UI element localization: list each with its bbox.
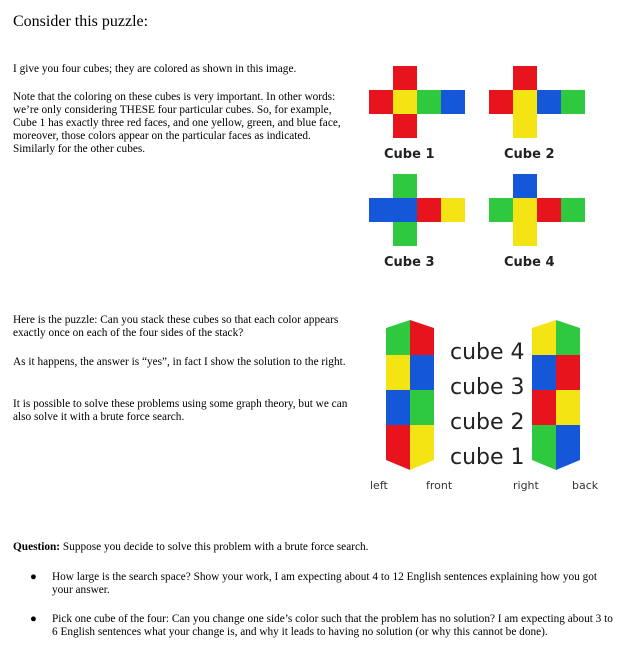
stack-left-face: [410, 355, 434, 390]
cube-3-face: [393, 198, 417, 222]
cube-4-label: Cube 4: [504, 255, 555, 270]
intro-paragraph-1: I give you four cubes; they are colored as shown in this image.: [13, 63, 297, 75]
side-label-back: back: [572, 479, 599, 492]
cube-2-face: [537, 90, 561, 114]
cube-1-face: [417, 90, 441, 114]
cube-1-face: [393, 114, 417, 138]
cube-1-label: Cube 1: [384, 147, 435, 162]
stack-left-face: [386, 355, 410, 390]
cube-4-face: [561, 198, 585, 222]
cube-2-label: Cube 2: [504, 147, 555, 162]
side-label-right: right: [513, 479, 539, 492]
stack-label-cube-3: cube 3: [450, 375, 525, 400]
cube-3-face: [393, 174, 417, 198]
side-label-left: left: [370, 479, 388, 492]
question-bullet-1: How large is the search space? Show your work, I am expecting about 4 to 12 English sentences explaining how you got your answer.: [52, 571, 598, 596]
cube-2-face: [489, 90, 513, 114]
cube-2-face: [513, 90, 537, 114]
stack-right-face: [532, 390, 556, 425]
stack-right-face: [556, 355, 580, 390]
puzzle-paragraph-2: As it happens, the answer is “yes”, in fact I show the solution to the right.: [13, 356, 346, 368]
page-heading: Consider this puzzle:: [13, 13, 149, 30]
stack-left-face: [386, 390, 410, 425]
stack-right-face: [532, 460, 556, 470]
question-text: Suppose you decide to solve this problem with a brute force search.: [60, 541, 369, 553]
stack-label-cube-1: cube 1: [450, 445, 525, 470]
cube-1-face: [369, 90, 393, 114]
question-label: Question:: [13, 541, 61, 553]
cube-4-face: [489, 198, 513, 222]
cube-4-face: [537, 198, 561, 222]
cube-4-face: [513, 174, 537, 198]
stack-left-face: [386, 460, 410, 470]
cube-1-face: [441, 90, 465, 114]
cube-3-face: [441, 198, 465, 222]
stack-left-face: [410, 460, 434, 470]
stack-left-face: [410, 425, 434, 460]
cube-3-face: [417, 198, 441, 222]
cube-1-face: [393, 66, 417, 90]
stack-right-face: [556, 460, 580, 470]
cube-4-face: [513, 198, 537, 222]
stack-right-face: [556, 425, 580, 460]
bullet-icon: ●: [30, 571, 37, 583]
stack-left-face: [410, 390, 434, 425]
stack-left-face: [410, 320, 434, 355]
cube-2-face: [513, 114, 537, 138]
stack-label-cube-2: cube 2: [450, 410, 525, 435]
puzzle-paragraph-1: Here is the puzzle: Can you stack these cubes so that each color appears exactly once on each of the four sides of the stack?: [13, 314, 339, 339]
cube-4-face: [513, 222, 537, 246]
stack-right-face: [556, 320, 580, 355]
question-bullet-2: Pick one cube of the four: Can you change one side’s color such that the problem has no solution? I am expecting about 3 to 6 English sentences what your change is, and why it leads to having no solution (or why this cannot be done).: [52, 613, 613, 638]
cube-3-face: [369, 198, 393, 222]
cube-nets-figure: [360, 60, 600, 280]
stack-right-face: [556, 390, 580, 425]
cube-3-label: Cube 3: [384, 255, 435, 270]
puzzle-paragraph-3: It is possible to solve these problems using some graph theory, but we can also solve it with a brute force search.: [13, 398, 348, 423]
stack-right-face: [532, 355, 556, 390]
cube-2-face: [561, 90, 585, 114]
question-paragraph: [13, 541, 613, 553]
stack-label-cube-4: cube 4: [450, 340, 525, 365]
stack-right-face: [532, 425, 556, 460]
side-label-front: front: [426, 479, 453, 492]
stack-left-face: [386, 425, 410, 460]
cube-1-face: [393, 90, 417, 114]
stack-right-face: [532, 320, 556, 355]
stack-left-face: [386, 320, 410, 355]
intro-paragraph-2: Note that the coloring on these cubes is very important. In other words: we’re only considering THESE four particular cubes. So, for example, Cube 1 has exactly three red faces, and one yellow, green, and blue face, moreover, those colors appear on the particular faces as indicated. Similarly for the other cubes.: [13, 91, 341, 155]
cube-2-face: [513, 66, 537, 90]
cube-3-face: [393, 222, 417, 246]
bullet-icon: ●: [30, 613, 37, 625]
